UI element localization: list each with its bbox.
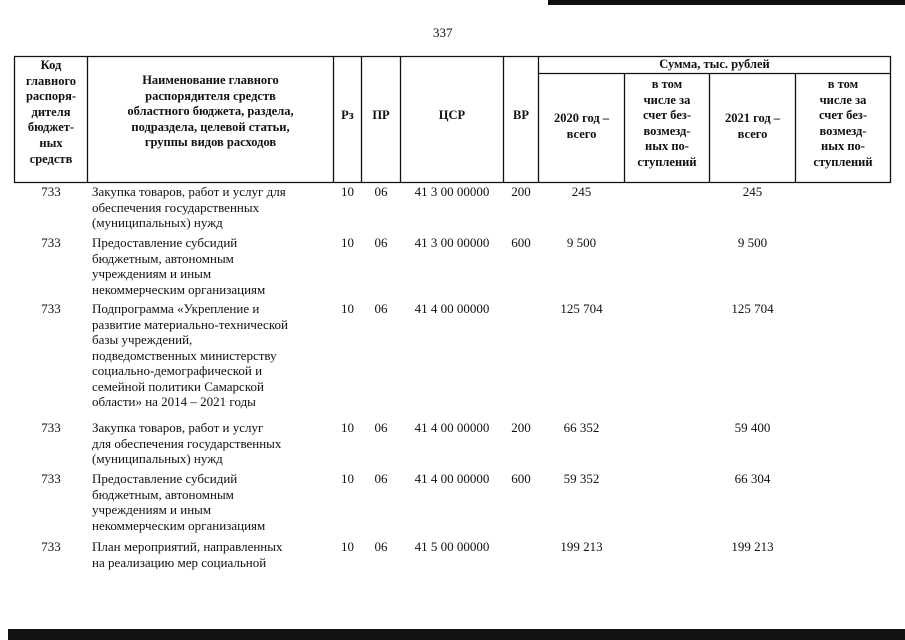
- row-pr: 06: [374, 184, 388, 199]
- header-2021-free: [796, 77, 890, 171]
- header-code-line: Код: [40, 58, 62, 72]
- row-name: [92, 539, 332, 570]
- header-2020-free-line: числе за: [643, 92, 691, 107]
- row-code: 733: [41, 301, 61, 316]
- row-2021-total: 125 704: [731, 301, 774, 316]
- row-name-line: семейной политики Самарской: [92, 378, 264, 394]
- row-rz: 10: [341, 420, 354, 435]
- row-name-line: социально-демографической и: [92, 363, 263, 378]
- row-code: 733: [41, 420, 61, 435]
- header-rz: [334, 108, 361, 124]
- header-2021-free-line: в том: [827, 77, 859, 91]
- row-name-line: учреждениям и иным: [92, 266, 212, 281]
- header-2020-free-line: ных по-: [645, 139, 689, 154]
- row-name: [92, 471, 332, 533]
- row-name-line: базы учреждений,: [92, 332, 193, 347]
- row-name-line: подведомственных министерству: [92, 347, 277, 363]
- header-rz-line: Рз: [341, 108, 354, 122]
- header-code-line: бюджет-: [27, 120, 75, 135]
- row-name-line: на реализацию мер социальной: [92, 554, 267, 570]
- row-2020-total: 125 704: [560, 301, 603, 316]
- row-name-line: (муниципальных) нужд: [92, 215, 223, 230]
- row-vr: 200: [511, 420, 531, 435]
- row-2020-total: 59 352: [563, 471, 600, 486]
- row-pr: 06: [374, 301, 388, 316]
- row-code: 733: [41, 235, 61, 250]
- row-name-line: бюджетным, автономным: [92, 250, 234, 266]
- row-pr: 06: [374, 471, 388, 486]
- row-pr: 06: [374, 235, 388, 250]
- row-2021-total: 59 400: [734, 420, 771, 435]
- row-csr: 41 3 00 00000: [414, 235, 490, 250]
- header-2021-total: [710, 111, 795, 142]
- row-csr: 41 4 00 00000: [414, 420, 490, 435]
- row-csr: 41 3 00 00000: [414, 184, 490, 199]
- row-name-line: бюджетным, автономным: [92, 486, 234, 502]
- row-code: 733: [41, 539, 61, 554]
- header-name-line: Наименование главного: [142, 73, 279, 87]
- scan-top-edge: [548, 0, 905, 5]
- header-sum-group: [539, 57, 890, 73]
- row-2021-total: 245: [742, 184, 763, 199]
- row-vr: 200: [511, 184, 531, 199]
- row-2020-total: 9 500: [566, 235, 597, 250]
- row-rz: 10: [341, 471, 354, 486]
- header-2020-free-line: в том: [651, 77, 683, 91]
- row-name: [92, 420, 332, 467]
- header-2020-total-line: всего: [566, 126, 597, 141]
- row-2021-total: 9 500: [737, 235, 768, 250]
- row-2020-total: 66 352: [563, 420, 600, 435]
- row-name-line: Закупка товаров, работ и услуг для: [92, 184, 286, 199]
- row-pr: 06: [374, 420, 388, 435]
- header-pr-line: ПР: [372, 108, 390, 122]
- row-name-line: учреждениям и иным: [92, 502, 212, 517]
- header-2021-total-line: всего: [737, 126, 768, 141]
- header-pr: [362, 108, 400, 124]
- header-code-line: распоря-: [25, 89, 77, 104]
- row-csr: 41 4 00 00000: [414, 301, 490, 316]
- row-rz: 10: [341, 184, 354, 199]
- row-name-line: области» на 2014 – 2021 годы: [92, 394, 256, 409]
- header-name-line: областного бюджета, раздела,: [127, 104, 294, 119]
- header-2021-free-line: возмезд-: [819, 123, 867, 138]
- header-csr-line: ЦСР: [438, 108, 466, 122]
- header-2020-free-line: счет без-: [643, 108, 691, 123]
- row-name-line: некоммерческим организациям: [92, 517, 266, 533]
- header-2020-total-line: 2020 год –: [553, 111, 610, 125]
- page-number: 337: [433, 25, 453, 40]
- row-vr: 600: [511, 471, 531, 486]
- header-sum-group-line: Сумма, тыс. рублей: [659, 57, 770, 71]
- header-csr: [401, 108, 503, 124]
- row-name-line: Предоставление субсидий: [92, 235, 238, 250]
- header-2021-free-line: ступлений: [813, 154, 873, 169]
- row-csr: 41 5 00 00000: [414, 539, 490, 554]
- scan-bottom-edge: [8, 629, 905, 640]
- header-vr-line: ВР: [513, 108, 529, 122]
- row-name-line: Подпрограмма «Укрепление и: [92, 301, 260, 316]
- header-name-line: группы видов расходов: [144, 135, 277, 150]
- row-code: 733: [41, 471, 61, 486]
- header-2020-free-line: ступлений: [637, 154, 697, 169]
- header-vr: [504, 108, 538, 124]
- header-name: [88, 73, 333, 151]
- row-name-line: (муниципальных) нужд: [92, 451, 223, 466]
- row-pr: 06: [374, 539, 388, 554]
- row-name-line: обеспечения государственных: [92, 199, 260, 215]
- row-2020-total: 245: [571, 184, 592, 199]
- row-name-line: развитие материально-технической: [92, 316, 288, 332]
- header-code-line: средств: [29, 151, 73, 166]
- row-rz: 10: [341, 539, 354, 554]
- row-name-line: Закупка товаров, работ и услуг: [92, 420, 264, 435]
- header-2021-free-line: ных по-: [821, 139, 865, 154]
- header-name-line: подраздела, целевой статьи,: [131, 119, 290, 134]
- row-csr: 41 4 00 00000: [414, 471, 490, 486]
- header-code-line: главного: [25, 73, 77, 88]
- header-code-line: ных: [39, 135, 63, 150]
- header-2021-free-line: числе за: [819, 92, 867, 107]
- header-2021-free-line: счет без-: [819, 108, 867, 123]
- row-vr: 600: [511, 235, 531, 250]
- row-rz: 10: [341, 235, 354, 250]
- row-name-line: некоммерческим организациям: [92, 281, 266, 297]
- header-name-line: распорядителя средств: [145, 88, 276, 103]
- header-2020-free: [625, 77, 709, 171]
- row-name-line: Предоставление субсидий: [92, 471, 238, 486]
- row-code: 733: [41, 184, 61, 199]
- row-name: [92, 301, 332, 410]
- row-name-line: План мероприятий, направленных: [92, 539, 283, 554]
- header-code-line: дителя: [31, 104, 71, 119]
- header-2021-total-line: 2021 год –: [724, 111, 781, 125]
- row-name: [92, 184, 332, 231]
- row-2021-total: 199 213: [731, 539, 774, 554]
- row-name-line: для обеспечения государственных: [92, 435, 282, 451]
- row-2020-total: 199 213: [560, 539, 603, 554]
- header-code: [15, 58, 87, 167]
- row-rz: 10: [341, 301, 354, 316]
- header-2020-free-line: возмезд-: [643, 123, 691, 138]
- row-2021-total: 66 304: [734, 471, 771, 486]
- row-name: [92, 235, 332, 297]
- header-2020-total: [539, 111, 624, 142]
